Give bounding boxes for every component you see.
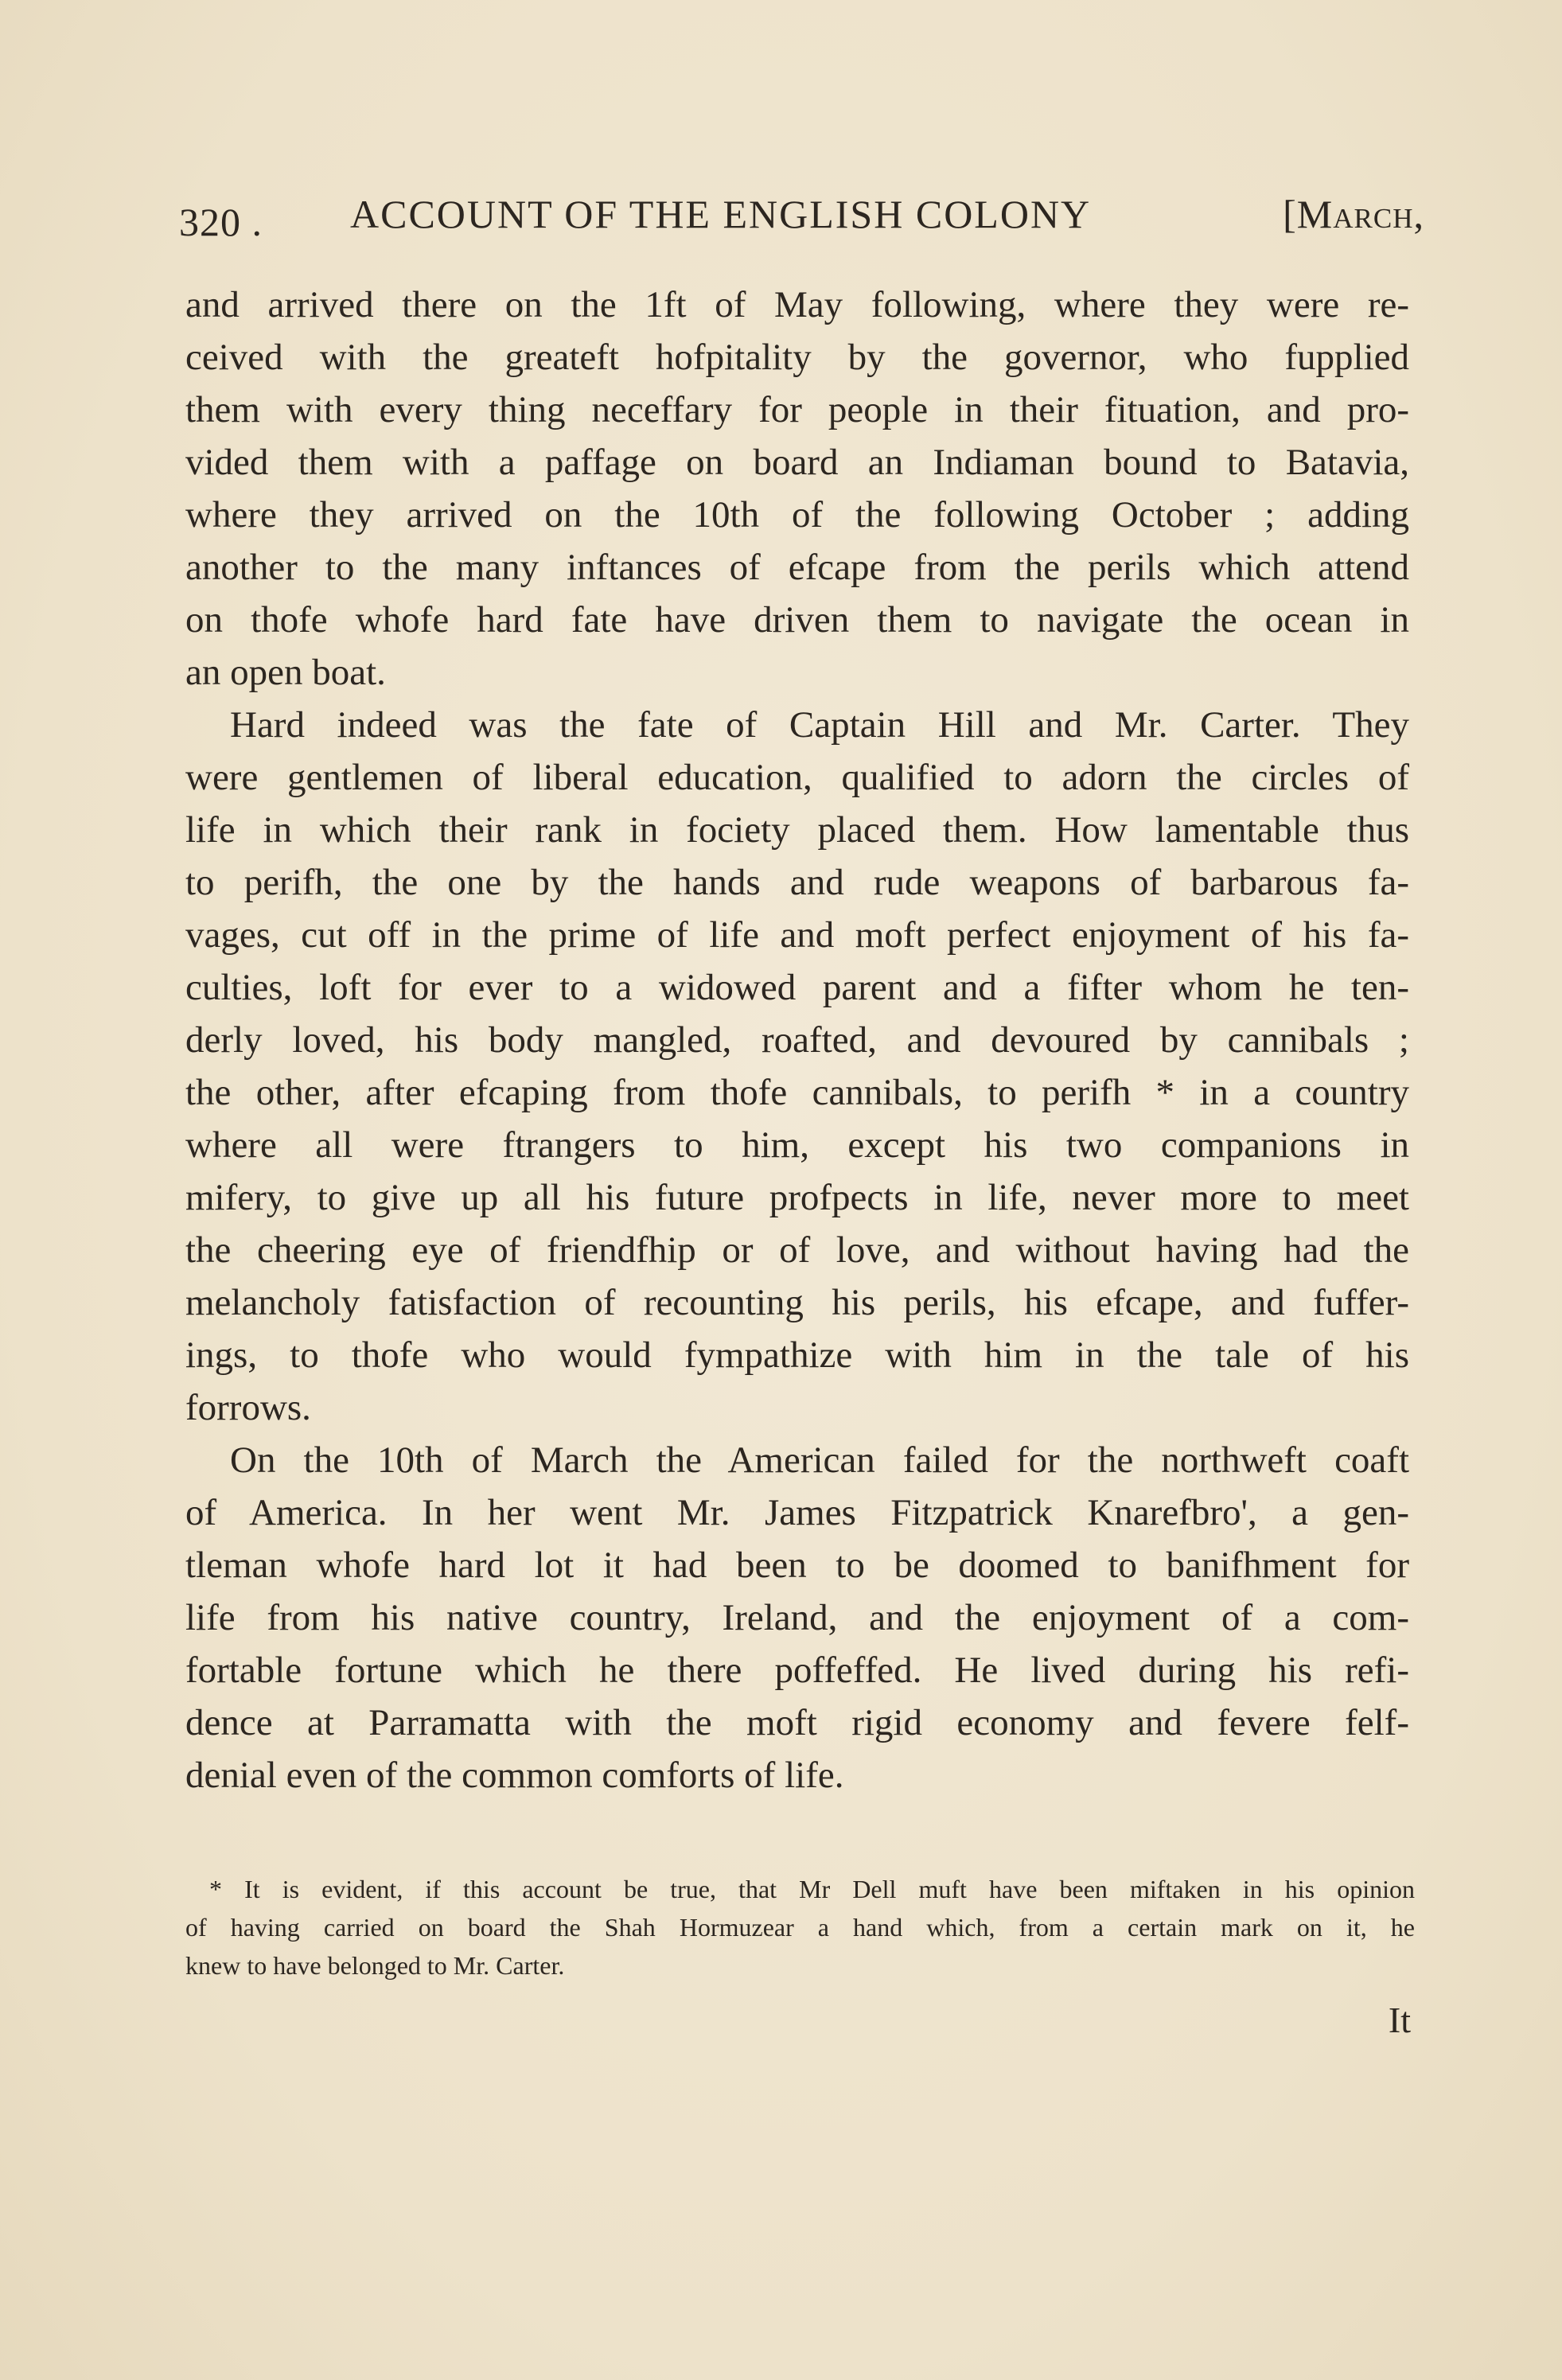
text-line: fortable fortune which he there poffeffed. He lived during his refi-	[185, 1650, 1409, 1691]
text-line: denial even of the common comforts of life.	[185, 1755, 844, 1796]
text-line: of America. In her went Mr. James Fitzpatrick Knarefbro', a gen-	[185, 1492, 1409, 1533]
text-line: derly loved, his body mangled, roafted, and devoured by cannibals ;	[185, 1019, 1409, 1061]
text-line: the cheering eye of friendfhip or of love, and without having had the	[185, 1229, 1409, 1271]
text-line: were gentlemen of liberal education, qualified to adorn the circles of	[185, 757, 1409, 798]
text-line: dence at Parramatta with the moft rigid economy and fevere felf-	[185, 1702, 1409, 1743]
page-number: 320 .	[179, 200, 263, 244]
footnote-line: * It is evident, if this account be true, that Mr Dell muft have been miftaken in his opinion	[209, 1875, 1415, 1903]
text-line: forrows.	[185, 1387, 311, 1428]
text-line: life in which their rank in fociety placed them. How lamentable thus	[185, 809, 1409, 851]
text-line: another to the many inftances of efcape from the perils which attend	[185, 547, 1409, 588]
text-line: vided them with a paffage on board an Indiaman bound to Batavia,	[185, 442, 1409, 483]
text-line: where they arrived on the 10th of the following October ; adding	[185, 494, 1409, 536]
footnote-line: knew to have belonged to Mr. Carter.	[185, 1951, 565, 1980]
text-line: them with every thing neceffary for people in their fituation, and pro-	[185, 389, 1409, 430]
running-title: ACCOUNT OF THE ENGLISH COLONY	[350, 192, 1092, 236]
text-line: tleman whofe hard lot it had been to be doomed to banifhment for	[185, 1544, 1409, 1586]
text-line: to perifh, the one by the hands and rude weapons of barbarous fa-	[185, 862, 1409, 903]
text-line: the other, after efcaping from thofe cannibals, to perifh * in a country	[185, 1072, 1409, 1113]
text-line: Hard indeed was the fate of Captain Hill and Mr. Carter. They	[230, 704, 1409, 746]
text-line: and arrived there on the 1ft of May following, where they were re-	[185, 284, 1409, 325]
text-line: an open boat.	[185, 652, 386, 693]
text-line: culties, loft for ever to a widowed parent and a fifter whom he ten-	[185, 967, 1409, 1008]
text-line: ceived with the greateft hofpitality by the governor, who fupplied	[185, 337, 1409, 378]
text-line: On the 10th of March the American failed for the northweft coaft	[230, 1439, 1409, 1481]
text-line: mifery, to give up all his future profpects in life, never more to meet	[185, 1177, 1409, 1218]
text-line: where all were ftrangers to him, except his two companions in	[185, 1124, 1409, 1166]
footnote	[185, 1870, 1415, 1985]
text-line: vages, cut off in the prime of life and moft perfect enjoyment of his fa-	[185, 914, 1409, 956]
text-line: on thofe whofe hard fate have driven them to navigate the ocean in	[185, 599, 1409, 641]
text-line: ings, to thofe who would fympathize with him in the tale of his	[185, 1334, 1409, 1376]
running-month: [March,	[1283, 192, 1424, 236]
catchword: It	[1388, 2000, 1411, 2040]
text-line: melancholy fatisfaction of recounting his perils, his efcape, and fuffer-	[185, 1282, 1409, 1323]
running-head	[179, 191, 1424, 247]
body-text	[185, 279, 1409, 1802]
footnote-line: of having carried on board the Shah Hormuzear a hand which, from a certain mark on it, he	[185, 1913, 1415, 1942]
text-line: life from his native country, Ireland, and the enjoyment of a com-	[185, 1597, 1409, 1638]
